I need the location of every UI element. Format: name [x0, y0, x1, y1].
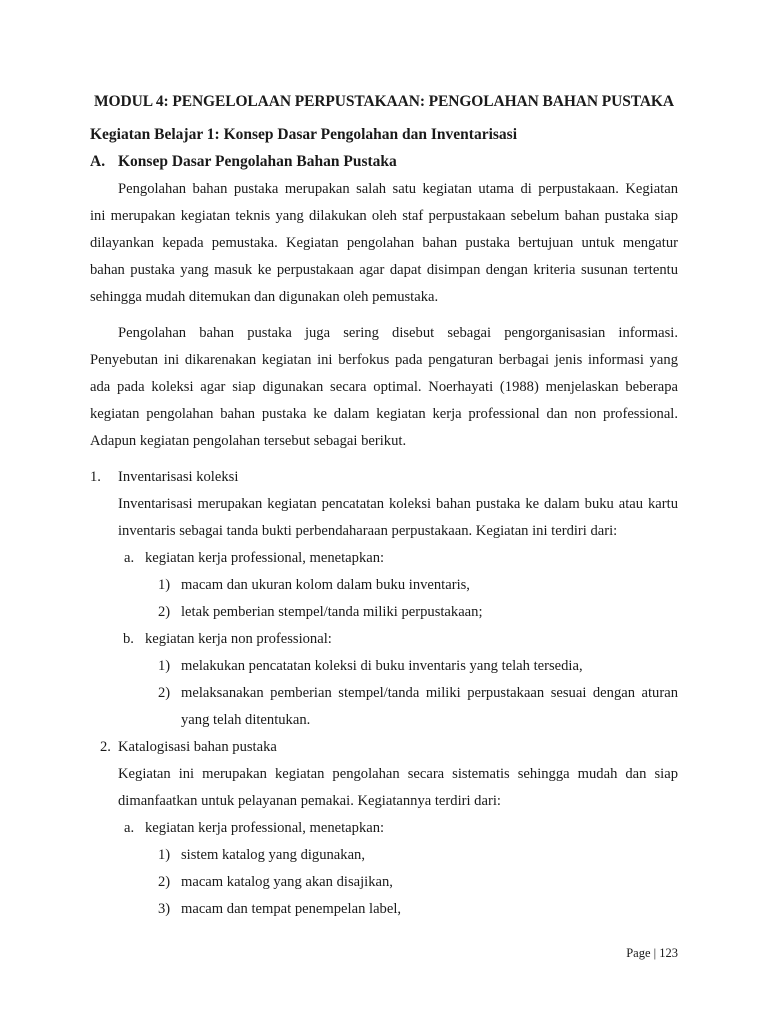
- subitem-marker: 1): [158, 658, 171, 674]
- paragraph-line: ini merupakan kegiatan teknis yang dilakukan oleh staf perpustakaan sebelum bahan pustaka siap: [90, 208, 678, 224]
- subitem-marker: 1): [158, 847, 171, 863]
- subitem-text: melaksanakan pemberian stempel/tanda miliki perpustakaan sesuai dengan aturan: [181, 685, 678, 701]
- sublist-label: kegiatan kerja professional, menetapkan:: [145, 550, 385, 566]
- list-marker: 1.: [90, 469, 101, 485]
- item-description-line: Kegiatan ini merupakan kegiatan pengolahan secara sistematis sehingga mudah dan siap: [118, 766, 678, 782]
- paragraph-line: bahan pustaka yang masuk ke perpustakaan agar dapat disimpan dengan kriteria susunan tertentu: [90, 262, 678, 278]
- subitem-text-continued: yang telah ditentukan.: [181, 712, 311, 728]
- subitem-text: macam dan tempat penempelan label,: [181, 901, 402, 917]
- paragraph-line: Pengolahan bahan pustaka juga sering disebut sebagai pengorganisasian informasi.: [118, 325, 678, 341]
- subitem-marker: 2): [158, 685, 171, 701]
- item-description-line: Inventarisasi merupakan kegiatan pencatatan koleksi bahan pustaka ke dalam buku atau kartu: [118, 496, 678, 512]
- paragraph-line: ada pada koleksi agar siap digunakan secara optimal. Noerhayati (1988) menjelaskan beberapa: [90, 379, 678, 395]
- sublist-marker: a.: [124, 550, 135, 566]
- item-description-line: dimanfaatkan untuk pelayanan pemakai. Kegiatannya terdiri dari:: [118, 793, 501, 809]
- subitem-text: melakukan pencatatan koleksi di buku inventaris yang telah tersedia,: [181, 658, 583, 674]
- subtitle-heading: Kegiatan Belajar 1: Konsep Dasar Pengolahan dan Inventarisasi: [90, 126, 518, 143]
- paragraph-line: sehingga mudah ditemukan dan digunakan oleh pemustaka.: [90, 289, 439, 305]
- page-number: Page | 123: [626, 946, 678, 960]
- sublist-label: kegiatan kerja non professional:: [145, 631, 332, 647]
- item-description-line: inventaris sebagai tanda bukti perbendaharaan perpustakaan. Kegiatan ini terdiri dari:: [118, 523, 618, 539]
- subitem-marker: 3): [158, 901, 171, 917]
- subitem-text: macam katalog yang akan disajikan,: [181, 874, 393, 890]
- paragraph-line: Adapun kegiatan pengolahan tersebut sebagai berikut.: [90, 433, 407, 449]
- subitem-text: letak pemberian stempel/tanda miliki perpustakaan;: [181, 604, 483, 620]
- section-a-heading: Konsep Dasar Pengolahan Bahan Pustaka: [118, 153, 397, 170]
- subitem-marker: 2): [158, 874, 171, 890]
- paragraph-line: Penyebutan ini dikarenakan kegiatan ini berfokus pada pengaturan berbagai jenis informasi yang: [90, 352, 678, 368]
- subitem-marker: 1): [158, 577, 171, 593]
- module-title: MODUL 4: PENGELOLAAN PERPUSTAKAAN: PENGOLAHAN BAHAN PUSTAKA: [94, 93, 674, 110]
- sublist-label: kegiatan kerja professional, menetapkan:: [145, 820, 385, 836]
- paragraph-line: Pengolahan bahan pustaka merupakan salah satu kegiatan utama di perpustakaan. Kegiatan: [118, 181, 678, 197]
- sublist-marker: b.: [123, 631, 134, 647]
- paragraph-line: kegiatan pengolahan bahan pustaka ke dalam kegiatan kerja professional dan non professional.: [90, 406, 678, 422]
- list-item-title: Inventarisasi koleksi: [118, 469, 239, 485]
- section-a-marker: A.: [90, 153, 106, 170]
- subitem-marker: 2): [158, 604, 171, 620]
- list-marker: 2.: [100, 739, 111, 755]
- subitem-text: macam dan ukuran kolom dalam buku inventaris,: [181, 577, 470, 593]
- sublist-marker: a.: [124, 820, 135, 836]
- paragraph-line: dilayankan kepada pemustaka. Kegiatan pengolahan bahan pustaka bertujuan untuk mengatur: [90, 235, 678, 251]
- list-item-title: Katalogisasi bahan pustaka: [118, 739, 277, 755]
- subitem-text: sistem katalog yang digunakan,: [181, 847, 366, 863]
